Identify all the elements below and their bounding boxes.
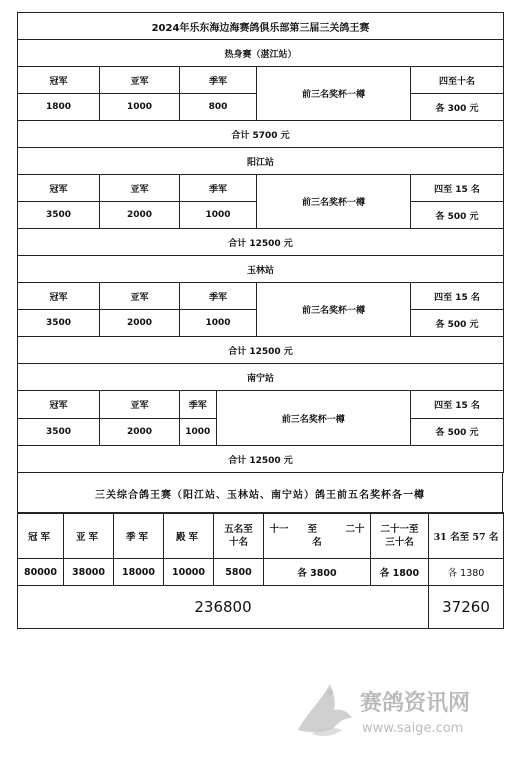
third-label: 季军 <box>180 175 257 202</box>
station-total-row <box>18 337 504 364</box>
top3-award: 前三名奖杯一樽 <box>257 283 411 337</box>
station-header-row <box>18 67 504 94</box>
overall-header-cell: 冠军 <box>18 513 64 559</box>
overall-value-cell: 10000 <box>164 559 214 586</box>
pigeon-icon <box>298 684 352 736</box>
runner-up-prize: 1000 <box>100 94 180 121</box>
station-header-row <box>18 283 504 310</box>
runner-up-label: 亚军 <box>100 175 180 202</box>
third-label: 季军 <box>180 283 257 310</box>
station-prize-table <box>17 12 504 473</box>
station-name-row <box>18 40 504 67</box>
third-prize: 800 <box>180 94 257 121</box>
range-label: 四至 15 名 <box>411 175 504 202</box>
station-name: 阳江站 <box>18 148 504 175</box>
overall-prize-table <box>17 512 504 629</box>
station-name-row <box>18 364 504 391</box>
runner-up-prize: 2000 <box>100 202 180 229</box>
station-name-row <box>18 148 504 175</box>
overall-title: 三关综合鸽王赛（阳江站、玉林站、南宁站）鸽王前五名奖杯各一樽 <box>18 473 503 514</box>
station-total: 合计 12500 元 <box>18 229 504 256</box>
champion-label: 冠军 <box>18 67 100 94</box>
range-prize: 各 300 元 <box>411 94 504 121</box>
overall-title-table <box>17 472 503 514</box>
champion-prize: 1800 <box>18 94 100 121</box>
overall-title-row <box>18 473 503 514</box>
overall-header-cell: 二十一至 三十名 <box>371 513 429 559</box>
third-label: 季军 <box>180 67 257 94</box>
top3-award: 前三名奖杯一樽 <box>257 175 411 229</box>
runner-up-label: 亚军 <box>100 391 180 419</box>
watermark-logo <box>290 672 500 742</box>
overall-header-row <box>18 513 504 559</box>
overall-header-cell: 十一 至 二十名 <box>264 513 371 559</box>
range-prize: 各 500 元 <box>411 418 504 446</box>
runner-up-prize: 2000 <box>100 418 180 446</box>
third-prize: 1000 <box>180 418 216 445</box>
runner-up-label: 亚军 <box>100 67 180 94</box>
champion-prize: 3500 <box>18 310 100 337</box>
overall-value-cell: 80000 <box>18 559 64 586</box>
station-name: 南宁站 <box>18 364 504 391</box>
overall-total-row <box>18 586 504 629</box>
overall-header-cell: 五名至 十名 <box>214 513 264 559</box>
range-prize: 各 500 元 <box>411 202 504 229</box>
station-header-row <box>18 391 504 419</box>
overall-header-cell: 殿军 <box>164 513 214 559</box>
station-total: 合计 12500 元 <box>18 446 504 473</box>
third-and-award-group <box>180 391 411 446</box>
overall-header-cell: 31 名至 57 名 <box>429 513 504 559</box>
overall-value-cell: 各 1800 <box>371 559 429 586</box>
station-total: 合计 12500 元 <box>18 337 504 364</box>
overall-value-cell: 5800 <box>214 559 264 586</box>
overall-header-cell: 亚军 <box>64 513 114 559</box>
runner-up-label: 亚军 <box>100 283 180 310</box>
station-name: 玉林站 <box>18 256 504 283</box>
top3-award: 前三名奖杯一樽 <box>257 67 411 121</box>
station-total: 合计 5700 元 <box>18 121 504 148</box>
overall-total-main: 236800 <box>18 586 429 629</box>
champion-label: 冠军 <box>18 283 100 310</box>
range-prize: 各 500 元 <box>411 310 504 337</box>
champion-label: 冠军 <box>18 175 100 202</box>
watermark-url: www.saige.com <box>362 721 464 736</box>
overall-value-cell: 各 3800 <box>264 559 371 586</box>
watermark-brand: 赛鸽资讯网 <box>360 691 471 716</box>
station-name: 热身赛（湛江站） <box>18 40 504 67</box>
top3-award: 前三名奖杯一樽 <box>216 391 410 445</box>
page-title: 2024年乐东海边海赛鸽俱乐部第三届三关鸽王赛 <box>18 13 504 40</box>
station-total-row <box>18 121 504 148</box>
range-label: 四至 15 名 <box>411 391 504 419</box>
runner-up-prize: 2000 <box>100 310 180 337</box>
champion-label: 冠军 <box>18 391 100 419</box>
station-header-row <box>18 175 504 202</box>
champion-prize: 3500 <box>18 418 100 446</box>
table-title-row <box>18 13 504 40</box>
third-label: 季军 <box>180 391 216 418</box>
station-name-row <box>18 256 504 283</box>
third-prize: 1000 <box>180 310 257 337</box>
overall-value-cell: 38000 <box>64 559 114 586</box>
range-label: 四至 15 名 <box>411 283 504 310</box>
station-total-row <box>18 446 504 473</box>
overall-total-side: 37260 <box>429 586 504 629</box>
overall-header-cell: 季军 <box>114 513 164 559</box>
overall-values-row <box>18 559 504 586</box>
range-label: 四至十名 <box>411 67 504 94</box>
overall-value-cell: 各 1380 <box>429 559 504 586</box>
third-prize: 1000 <box>180 202 257 229</box>
station-total-row <box>18 229 504 256</box>
champion-prize: 3500 <box>18 202 100 229</box>
overall-value-cell: 18000 <box>114 559 164 586</box>
third-and-award-inner <box>180 391 410 445</box>
